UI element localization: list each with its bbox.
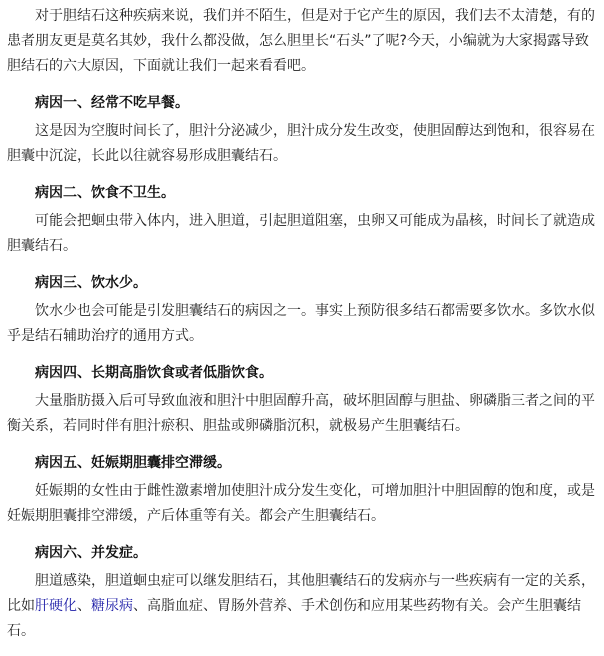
section-body: 妊娠期的女性由于雌性激素增加使胆汁成分发生变化，可增加胆汁中胆固醇的饱和度，或是妊娠期胆囊排空滞缓，产后体重等有关。都会产生胆囊结石。 bbox=[7, 483, 595, 524]
section-heading: 病因一、经常不吃早餐。 bbox=[35, 95, 189, 111]
section-body: 饮水少也会可能是引发胆囊结石的病因之一。事实上预防很多结石都需要多饮水。多饮水似乎是结石辅助治疗的通用方式。 bbox=[7, 303, 595, 344]
link-cirrhosis[interactable]: 肝硬化 bbox=[35, 598, 77, 614]
section-body: 这是因为空腹时间长了，胆汁分泌减少，胆汁成分发生改变，使胆固醇达到饱和，很容易在胆囊中沉淀，长此以往就容易形成胆囊结石。 bbox=[7, 123, 595, 164]
section-heading: 病因五、妊娠期胆囊排空滞缓。 bbox=[35, 455, 231, 471]
separator: 、 bbox=[77, 598, 91, 614]
section-heading: 病因六、并发症。 bbox=[35, 545, 147, 561]
article bbox=[7, 4, 599, 656]
section-heading: 病因二、饮食不卫生。 bbox=[35, 185, 175, 201]
body-text: 胆道感染，胆道蛔虫症可以继发胆结石，其他胆囊结石的发病亦与一些疾病有一定的关系，比如 bbox=[7, 573, 595, 614]
section-heading: 病因三、饮水少。 bbox=[35, 275, 147, 291]
body-text: 、高脂血症、胃肠外营养、手术创伤和应用某些药物有关。会产生胆囊结石。 bbox=[7, 598, 581, 639]
section-body: 大量脂肪摄入后可导致血液和胆汁中胆固醇升高，破坏胆固醇与胆盐、卵磷脂三者之间的平衡关系，若同时伴有胆汁瘀积、胆盐或卵磷脂沉积，就极易产生胆囊结石。 bbox=[7, 393, 595, 434]
section-body bbox=[7, 569, 599, 644]
section-body: 可能会把蛔虫带入体内，进入胆道，引起胆道阻塞，虫卵又可能成为晶核，时间长了就造成胆囊结石。 bbox=[7, 213, 595, 254]
intro-paragraph: 对于胆结石这种疾病来说，我们并不陌生，但是对于它产生的原因，我们去不太清楚，有的患者朋友更是莫名其妙，我什么都没做，怎么胆里长“石头”了呢?今天，小编就为大家揭露导致胆结石的六大原因，下面就让我们一起来看看吧。 bbox=[7, 8, 595, 74]
section-heading: 病因四、长期高脂饮食或者低脂饮食。 bbox=[35, 365, 273, 381]
link-diabetes[interactable]: 糖尿病 bbox=[91, 598, 133, 614]
